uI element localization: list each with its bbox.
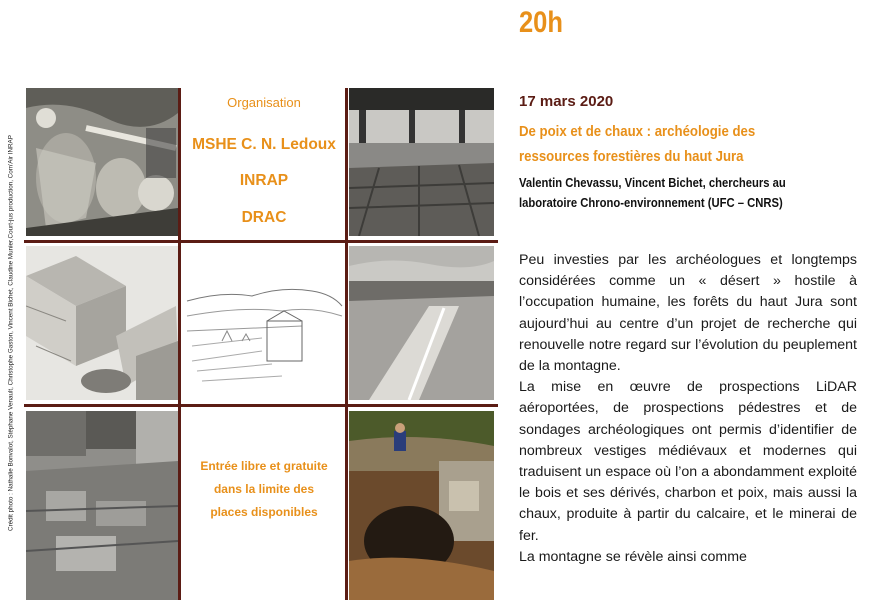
event-title: De poix et de chaux : archéologie des ressources forestières du haut Jura xyxy=(519,123,756,165)
photo-ruins-aerial xyxy=(26,411,178,600)
entry-note-line: Entrée libre et gratuite xyxy=(200,459,328,473)
organisation-name: MSHE C. N. Ledoux xyxy=(192,136,336,153)
photo-skeleton-excavation xyxy=(26,88,178,236)
entry-note-line: dans la limite des xyxy=(213,482,315,496)
photo-color-excavation xyxy=(349,411,494,600)
organisation-name: DRAC xyxy=(241,209,287,226)
event-time: 20h xyxy=(519,6,563,39)
event-date: 17 mars 2020 xyxy=(519,93,614,110)
description-paragraph: Peu investies par les archéologues et longtemps considérées comme un « désert » hostile à l’occupation humaine, les forêts du haut Jura sont aujourd’hui au centre d’un projet de recherche qui renouvelle notre regard sur l’évolution du peuplement de la montagne. xyxy=(519,252,857,375)
organisation-name: INRAP xyxy=(239,172,289,189)
photo-building-illustration xyxy=(26,246,178,400)
grid-divider-bottom xyxy=(24,404,498,407)
photo-credit-text: Crédit photo : Nathalie Bonvalot, Stéphane Venault, Christophe Gaston, Vincent Bichet, Claudine Munier,Court-jus production, Com'Air INRAP xyxy=(7,134,15,531)
entry-note xyxy=(182,455,346,524)
photo-landscape-sketch xyxy=(182,246,346,400)
photo-aerial-trench xyxy=(349,246,494,400)
event-description xyxy=(519,250,857,568)
entry-note-line: places disponibles xyxy=(210,505,318,519)
description-paragraph: La mise en œuvre de prospections LiDAR aéroportées, de prospections pédestres et de sondages archéologiques ont permis d’identifier de nombreux vestiges médiévaux et modernes qui traduisent un espace où l’on a abondamment exploité le bois et ses dérivés, charbon et poix, mais aussi la chaux, produite à partir du calcaire, et le minerai de fer. xyxy=(519,379,857,544)
grid-divider-left xyxy=(178,88,181,600)
organisation-label: Organisation xyxy=(227,95,301,110)
photo-credit xyxy=(2,80,20,585)
event-authors: Valentin Chevassu, Vincent Bichet, chercheurs au laboratoire Chrono-environnement (UFC – CNRS) xyxy=(519,176,786,210)
description-paragraph: La montagne se révèle ainsi comme xyxy=(519,548,747,565)
grid-divider-top xyxy=(24,240,498,243)
photo-roofed-structure xyxy=(349,88,494,236)
